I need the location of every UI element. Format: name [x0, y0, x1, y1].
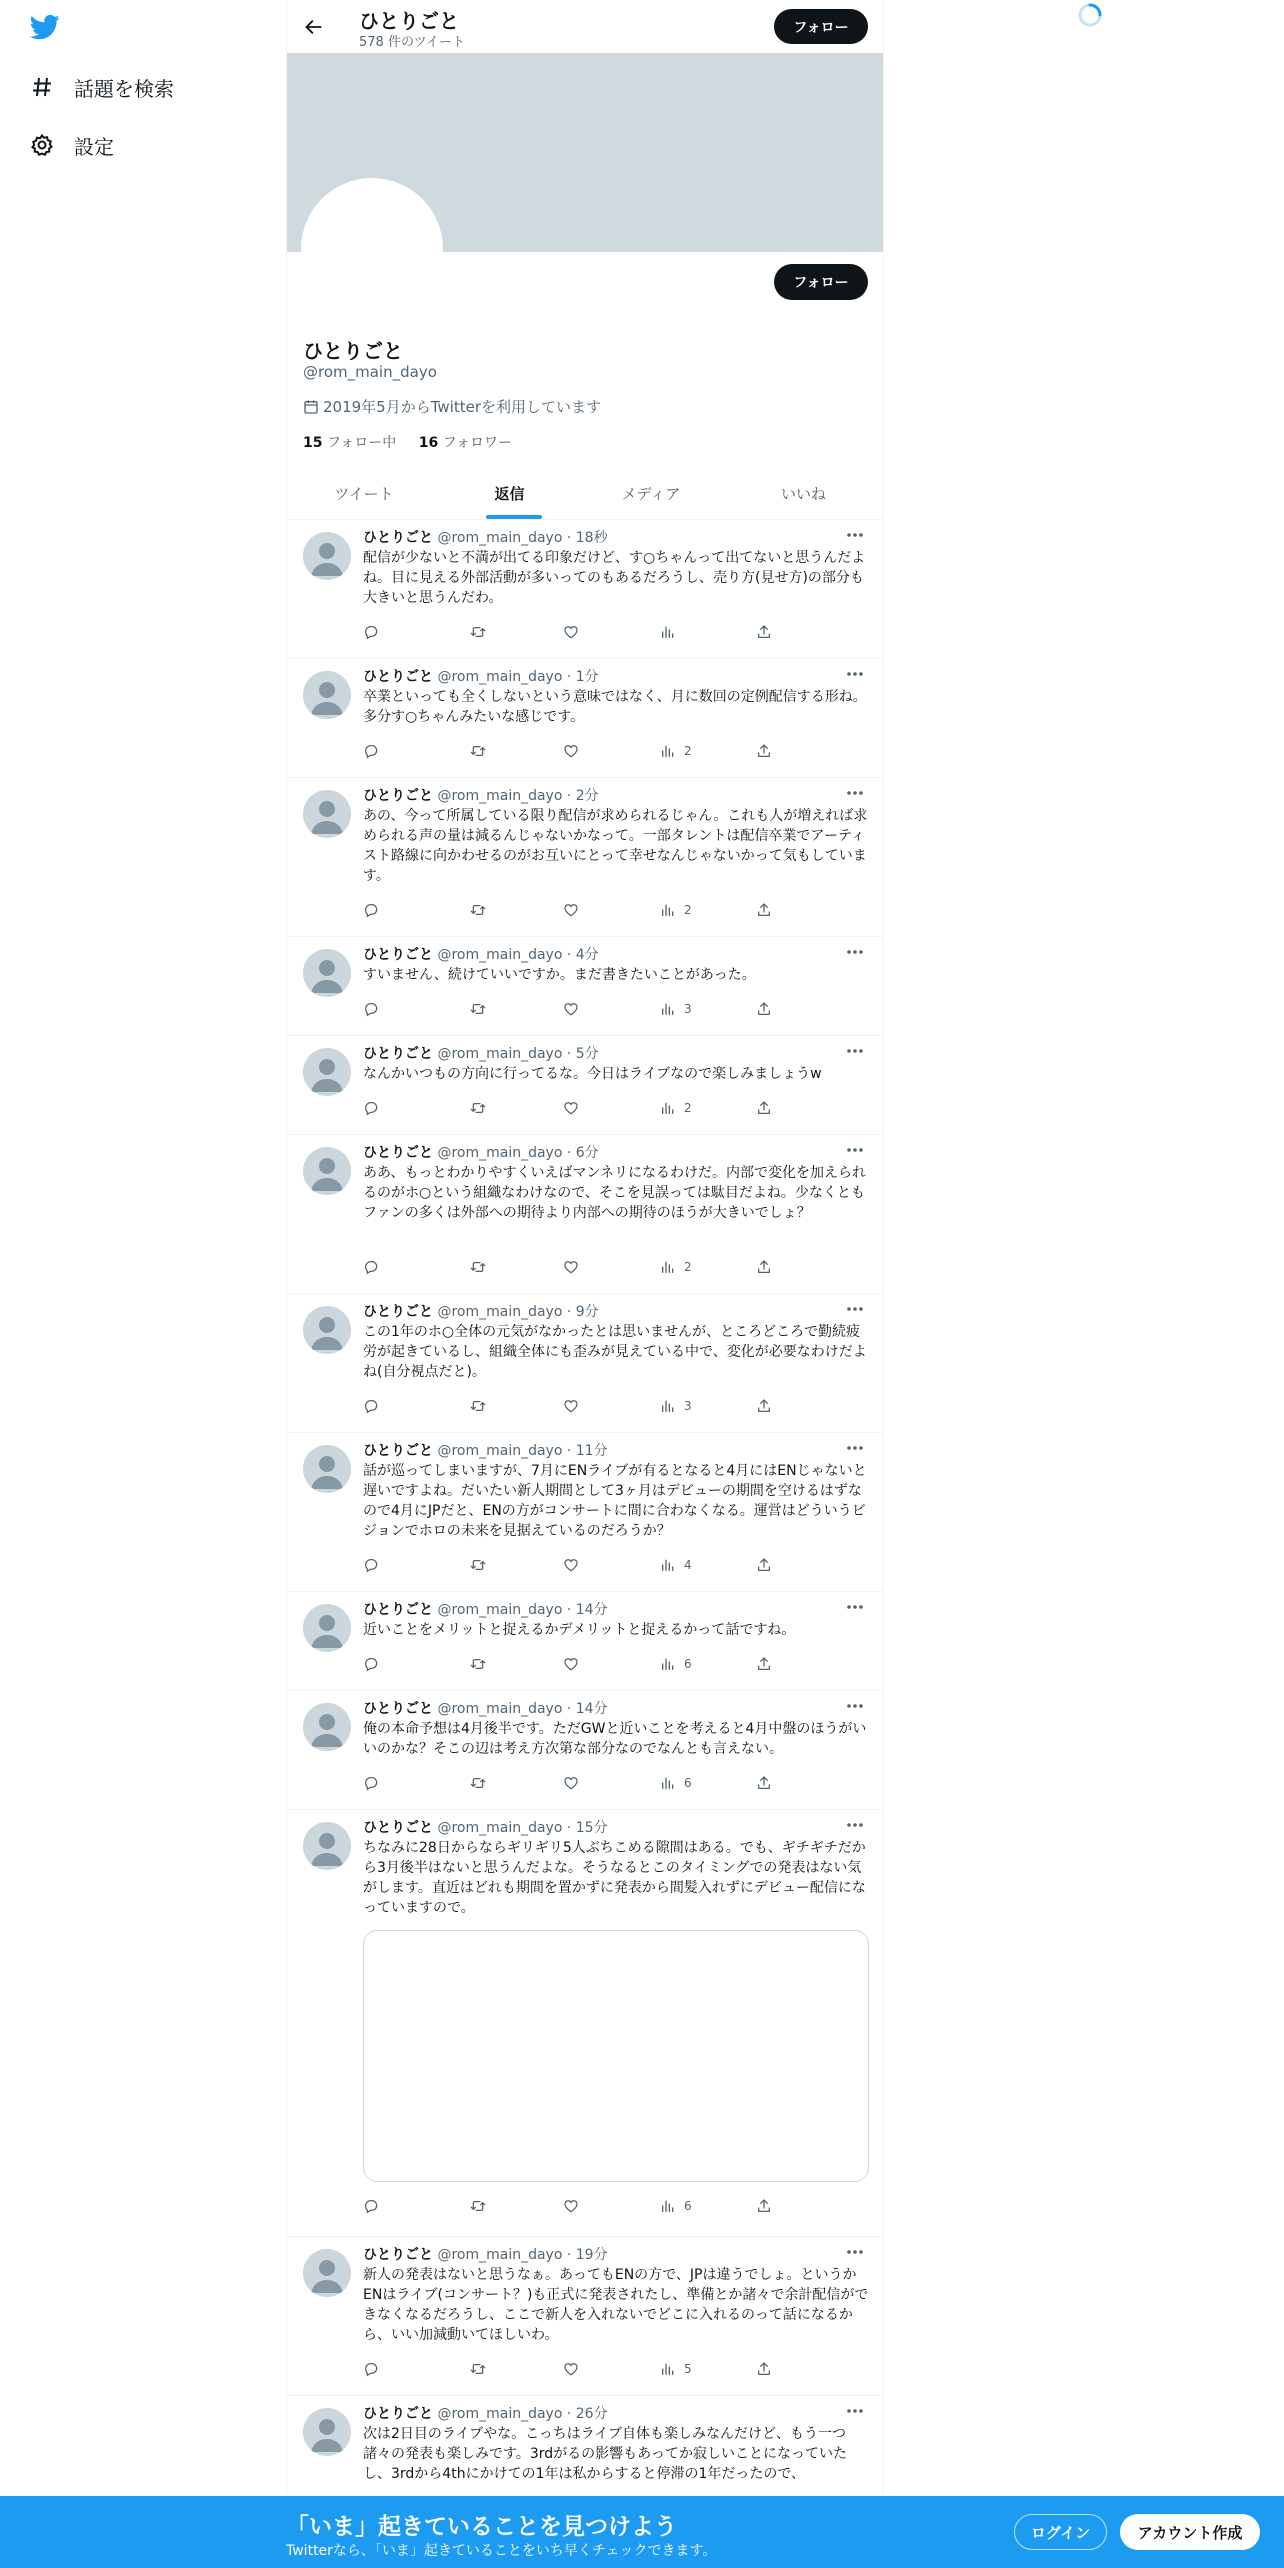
profile-follow-button[interactable]: フォロー — [774, 264, 868, 300]
share-icon[interactable] — [756, 1555, 772, 1575]
signup-banner-title: 「いま」起きていることを見つけよう — [286, 2514, 677, 2540]
header-tweet-count: 578 件のツイート — [359, 35, 466, 50]
tweet-timestamp[interactable]: · 18秒 — [566, 530, 608, 546]
calendar-icon — [303, 399, 319, 415]
tweet-actions — [363, 1098, 803, 1118]
tweet-text: 卒業といっても全くしないという意味ではなく、月に数回の定例配信する形ね。多分す○ちゃんみたいな感じです。 — [363, 689, 867, 725]
twitter-logo-icon[interactable] — [28, 12, 62, 44]
reply-icon[interactable] — [363, 2359, 379, 2379]
views-icon[interactable] — [660, 900, 692, 920]
tweet-item[interactable] — [287, 1810, 883, 2237]
reply-icon[interactable] — [363, 999, 379, 1019]
more-options-icon[interactable] — [843, 1439, 867, 1457]
more-options-icon[interactable] — [843, 784, 867, 802]
tweet-actions — [363, 900, 803, 920]
share-icon[interactable] — [756, 2196, 772, 2216]
reply-icon[interactable] — [363, 1654, 379, 1674]
views-icon[interactable] — [660, 2359, 692, 2379]
like-icon[interactable] — [563, 622, 579, 642]
tweet-header — [363, 1599, 608, 1619]
profile-joined-text: 2019年5月からTwitterを利用しています — [323, 398, 601, 416]
share-icon[interactable] — [756, 1654, 772, 1674]
more-options-icon[interactable] — [843, 526, 867, 544]
tweet-timestamp[interactable]: · 26分 — [566, 2406, 608, 2422]
tweet-item[interactable] — [287, 1433, 883, 1592]
tweet-author-name[interactable]: ひとりごと — [363, 1304, 433, 1320]
tweet-item[interactable] — [287, 1691, 883, 1810]
more-options-icon[interactable] — [843, 1141, 867, 1159]
tweet-header — [363, 1817, 608, 1837]
retweet-icon[interactable] — [469, 2196, 487, 2216]
following-link[interactable]: 15 フォロー中 — [303, 435, 397, 451]
tweet-actions — [363, 1555, 803, 1575]
loading-spinner-icon — [1077, 2, 1103, 28]
tab-replies[interactable]: 返信 — [494, 485, 525, 503]
tweet-timestamp[interactable]: · 6分 — [566, 1145, 599, 1161]
tweet-item[interactable] — [287, 937, 883, 1036]
profile-avatar[interactable] — [301, 178, 443, 320]
like-icon[interactable] — [563, 2359, 579, 2379]
tweet-author-handle[interactable]: @rom_main_dayo — [437, 1602, 563, 1618]
share-icon[interactable] — [756, 1098, 772, 1118]
tweet-header — [363, 527, 608, 547]
tweet-header — [363, 2403, 608, 2423]
tweet-author-handle[interactable]: @rom_main_dayo — [437, 2247, 563, 2263]
tweet-text: あの、今って所属している限り配信が求められるじゃん。これも人が増えれば求められる声の量は減るんじゃないかなって。一部タレントは配信卒業でアーティスト路線に向かわせるのがお互いにとって幸せなんじゃないかって気もしています。 — [363, 808, 868, 884]
tweet-author-handle[interactable]: @rom_main_dayo — [437, 669, 563, 685]
tweet-text: 次は2日目のライブやな。こっちはライブ自体も楽しみなんだけど、もう一つ諸々の発表も楽しみです。3rdがるの影響もあってか寂しいことになっていたし、3rdから4thにかけての1年は私からすると停滞の1年だったので、 — [363, 2426, 848, 2482]
signup-banner — [0, 2496, 1284, 2568]
tweet-author-name[interactable]: ひとりごと — [363, 2406, 433, 2422]
tweet-author-handle[interactable]: @rom_main_dayo — [437, 530, 563, 546]
tweet-actions — [363, 622, 803, 642]
retweet-icon[interactable] — [469, 999, 487, 1019]
tweet-text: ああ、もっとわかりやすくいえばマンネリになるわけだ。内部で変化を加えられるのがホ○という組織なわけなので、そこを見誤っては駄目だよね。少なくともファンの多くは外部への期待より内部への期待のほうが大きいでしょ？ — [363, 1165, 867, 1221]
hashtag-icon — [28, 73, 56, 101]
tweet-text: なんかいつもの方向に行ってるな。今日はライブなので楽しみましょうw — [363, 1066, 822, 1082]
signup-banner-subtitle: Twitterなら、「いま」起きていることをいち早くチェックできます。 — [286, 2543, 717, 2559]
views-count: 2 — [684, 1260, 692, 1274]
reply-icon[interactable] — [363, 1098, 379, 1118]
tweet-author-name[interactable]: ひとりごと — [363, 1701, 433, 1717]
reply-icon[interactable] — [363, 1257, 379, 1277]
retweet-icon[interactable] — [469, 741, 487, 761]
reply-icon[interactable] — [363, 1773, 379, 1793]
login-button[interactable]: ログイン — [1014, 2514, 1107, 2550]
tweet-item[interactable] — [287, 1592, 883, 1691]
arrow-left-icon — [304, 17, 324, 37]
profile-header-bar — [287, 0, 883, 53]
views-count: 3 — [684, 1002, 692, 1016]
views-icon[interactable] — [660, 1396, 692, 1416]
tweet-author-name[interactable]: ひとりごと — [363, 1145, 433, 1161]
views-icon[interactable] — [660, 741, 692, 761]
profile-handle: @rom_main_dayo — [303, 363, 437, 381]
views-icon[interactable] — [660, 1098, 692, 1118]
views-count: 3 — [684, 1399, 692, 1413]
tweet-actions — [363, 2359, 803, 2379]
tweet-author-name[interactable]: ひとりごと — [363, 1602, 433, 1618]
views-count: 2 — [684, 744, 692, 758]
share-icon[interactable] — [756, 741, 772, 761]
tweet-text: 新人の発表はないと思うなぁ。あってもENの方で、JPは違うでしょ。というかENはライブ(コンサート？)も正式に発表されたし、準備とか諸々で余計配信ができなくなるだろうし、ここで新人を入れないでどこに入れるのって話になるから、いい加減動いてほしいわ。 — [363, 2267, 869, 2343]
avatar[interactable] — [303, 1147, 351, 1195]
views-count: 5 — [684, 2362, 692, 2376]
tweet-author-handle[interactable]: @rom_main_dayo — [437, 1820, 563, 1836]
tweet-header — [363, 1698, 608, 1718]
tweet-text: この1年のホ○全体の元気がなかったとは思いませんが、ところどころで勤続疲労が起きているし、組織全体にも歪みが見えている中で、変化が必要なわけだよね(自分視点だと)。 — [363, 1324, 867, 1380]
avatar[interactable] — [303, 1306, 351, 1354]
tweet-timestamp[interactable]: · 14分 — [566, 1701, 608, 1717]
tweet-author-handle[interactable]: @rom_main_dayo — [437, 2406, 563, 2422]
share-icon[interactable] — [756, 622, 772, 642]
more-options-icon[interactable] — [843, 943, 867, 961]
tweet-item[interactable] — [287, 1294, 883, 1433]
tweet-text: 話が巡ってしまいますが、7月にENライブが有るとなると4月にはENじゃないと遅いですよね。だいたい新人期間として3ヶ月はデビューの期間を空けるはずなので4月にJPだと、ENの方がコンサートに間に合わなくなる。運営はどういうビジョンでホロの未来を見据えているのだろうか？ — [363, 1463, 867, 1539]
profile-stats — [303, 432, 512, 452]
tweet-item[interactable] — [287, 1036, 883, 1135]
retweet-icon[interactable] — [469, 1654, 487, 1674]
tweet-header — [363, 1142, 599, 1162]
retweet-icon[interactable] — [469, 1773, 487, 1793]
reply-icon[interactable] — [363, 1555, 379, 1575]
nav-settings-label: 設定 — [74, 134, 114, 159]
views-icon[interactable] — [660, 1654, 692, 1674]
tweet-actions — [363, 1396, 803, 1416]
tweet-timestamp[interactable]: · 1分 — [566, 669, 599, 685]
like-icon[interactable] — [563, 1773, 579, 1793]
retweet-icon[interactable] — [469, 1098, 487, 1118]
views-count: 6 — [684, 1657, 692, 1671]
tweet-actions — [363, 1773, 803, 1793]
tweet-media-card[interactable] — [363, 1930, 869, 2182]
header-follow-button[interactable]: フォロー — [774, 9, 868, 44]
like-icon[interactable] — [563, 1396, 579, 1416]
nav-settings[interactable] — [28, 121, 114, 169]
more-options-icon[interactable] — [843, 2243, 867, 2261]
tweet-author-name[interactable]: ひとりごと — [363, 669, 433, 685]
tweet-author-handle[interactable]: @rom_main_dayo — [437, 1443, 563, 1459]
gear-icon — [28, 131, 56, 159]
retweet-icon[interactable] — [469, 1396, 487, 1416]
retweet-icon[interactable] — [469, 1555, 487, 1575]
header-profile-name: ひとりごと — [359, 9, 459, 33]
tweet-author-handle[interactable]: @rom_main_dayo — [437, 1701, 563, 1717]
share-icon[interactable] — [756, 1257, 772, 1277]
tweet-text: ちなみに28日からならギリギリ5人ぶちこめる隙間はある。でも、ギチギチだから3月後半はないと思うんだよな。そうなるとこのタイミングでの発表はない気がします。直近はどれも期間を置かずに発表から間髪入れずにデビュー配信になっていますので。 — [363, 1840, 866, 1916]
signup-button[interactable]: アカウント作成 — [1120, 2514, 1260, 2550]
tweet-header — [363, 785, 599, 805]
tweet-actions — [363, 1257, 803, 1277]
avatar[interactable] — [303, 1703, 351, 1751]
reply-icon[interactable] — [363, 741, 379, 761]
more-options-icon[interactable] — [843, 665, 867, 683]
more-options-icon[interactable] — [843, 1300, 867, 1318]
views-icon[interactable] — [660, 622, 684, 642]
tweet-text: 俺の本命予想は4月後半です。ただGWと近いことを考えると4月中盤のほうがいいのかな？そこの辺は考え方次第な部分なのでなんとも言えない。 — [363, 1721, 867, 1757]
back-button[interactable] — [297, 10, 331, 44]
nav-explore-label: 話題を検索 — [74, 76, 174, 101]
tweet-timestamp[interactable]: · 11分 — [566, 1443, 608, 1459]
avatar[interactable] — [303, 790, 351, 838]
tweet-text: すいません、続けていいですか。まだ書きたいことがあった。 — [363, 967, 756, 983]
views-count: 2 — [684, 903, 692, 917]
like-icon[interactable] — [563, 900, 579, 920]
tweet-author-handle[interactable]: @rom_main_dayo — [437, 1304, 563, 1320]
tweet-timestamp[interactable]: · 15分 — [566, 1820, 608, 1836]
views-count: 6 — [684, 2199, 692, 2213]
avatar[interactable] — [303, 1445, 351, 1493]
avatar[interactable] — [303, 1604, 351, 1652]
more-options-icon[interactable] — [843, 1042, 867, 1060]
tweet-header — [363, 2244, 608, 2264]
reply-icon[interactable] — [363, 900, 379, 920]
like-icon[interactable] — [563, 741, 579, 761]
tweet-author-name[interactable]: ひとりごと — [363, 788, 433, 804]
profile-name: ひとりごと — [303, 339, 403, 363]
tweet-text: 近いことをメリットと捉えるかデメリットと捉えるかって話ですね。 — [363, 1622, 796, 1638]
tweet-author-name[interactable]: ひとりごと — [363, 1820, 433, 1836]
tweet-author-handle[interactable]: @rom_main_dayo — [437, 1145, 563, 1161]
tweet-actions — [363, 1654, 803, 1674]
followers-link[interactable]: 16 フォロワー — [418, 435, 512, 451]
tweet-text: 配信が少ないと不満が出てる印象だけど、す○ちゃんって出てないと思うんだよね。目に見える外部活動が多いってのもあるだろうし、売り方(見せ方)の部分も大きいと思うんだわ。 — [363, 550, 866, 606]
views-count: 2 — [684, 1101, 692, 1115]
more-options-icon[interactable] — [843, 1697, 867, 1715]
share-icon[interactable] — [756, 999, 772, 1019]
profile-tabs — [287, 467, 883, 520]
retweet-icon[interactable] — [469, 900, 487, 920]
tweet-header — [363, 1440, 608, 1460]
tweet-timestamp[interactable]: · 19分 — [566, 2247, 608, 2263]
tweet-timestamp[interactable]: · 2分 — [566, 788, 599, 804]
tweet-actions — [363, 2196, 803, 2216]
profile-joined — [303, 396, 601, 417]
tweet-author-name[interactable]: ひとりごと — [363, 2247, 433, 2263]
avatar[interactable] — [303, 532, 351, 580]
more-options-icon[interactable] — [843, 2402, 867, 2420]
avatar[interactable] — [303, 949, 351, 997]
nav-explore[interactable] — [28, 63, 174, 111]
tweet-header — [363, 666, 599, 686]
share-icon[interactable] — [756, 1773, 772, 1793]
views-icon[interactable] — [660, 999, 692, 1019]
tweet-timestamp[interactable]: · 5分 — [566, 1046, 599, 1062]
tab-media[interactable]: メディア — [621, 485, 681, 503]
left-navigation — [0, 0, 286, 2568]
tweet-item[interactable] — [287, 520, 883, 659]
tweet-actions — [363, 999, 803, 1019]
like-icon[interactable] — [563, 1098, 579, 1118]
tweet-item[interactable] — [287, 778, 883, 937]
tweet-actions — [363, 741, 803, 761]
avatar[interactable] — [303, 1822, 351, 1870]
share-icon[interactable] — [756, 900, 772, 920]
tweet-item[interactable] — [287, 1135, 883, 1294]
views-icon[interactable] — [660, 2196, 692, 2216]
like-icon[interactable] — [563, 1654, 579, 1674]
tweet-author-handle[interactable]: @rom_main_dayo — [437, 788, 563, 804]
avatar[interactable] — [303, 1048, 351, 1096]
tweet-author-handle[interactable]: @rom_main_dayo — [437, 947, 563, 963]
tab-likes[interactable]: いいね — [780, 485, 826, 503]
tweet-timestamp[interactable]: · 4分 — [566, 947, 599, 963]
more-options-icon[interactable] — [843, 1598, 867, 1616]
share-icon[interactable] — [756, 2359, 772, 2379]
tweet-author-name[interactable]: ひとりごと — [363, 1046, 433, 1062]
like-icon[interactable] — [563, 1555, 579, 1575]
reply-icon[interactable] — [363, 2196, 379, 2216]
avatar[interactable] — [303, 671, 351, 719]
like-icon[interactable] — [563, 2196, 579, 2216]
tweet-author-handle[interactable]: @rom_main_dayo — [437, 1046, 563, 1062]
avatar[interactable] — [303, 2408, 351, 2456]
views-icon[interactable] — [660, 1555, 692, 1575]
reply-icon[interactable] — [363, 622, 379, 642]
tweet-timestamp[interactable]: · 9分 — [566, 1304, 599, 1320]
like-icon[interactable] — [563, 1257, 579, 1277]
tweet-header — [363, 944, 599, 964]
retweet-icon[interactable] — [469, 622, 487, 642]
active-tab-indicator — [486, 515, 542, 519]
retweet-icon[interactable] — [469, 1257, 487, 1277]
reply-icon[interactable] — [363, 1396, 379, 1416]
tweet-header — [363, 1301, 599, 1321]
tweet-author-name[interactable]: ひとりごと — [363, 530, 433, 546]
profile-column — [286, 0, 884, 2568]
tab-tweets[interactable]: ツイート — [334, 485, 394, 503]
views-icon[interactable] — [660, 1773, 692, 1793]
views-count: 4 — [684, 1558, 692, 1572]
tweet-item[interactable] — [287, 659, 883, 778]
views-icon[interactable] — [660, 1257, 692, 1277]
more-options-icon[interactable] — [843, 1816, 867, 1834]
tweet-timestamp[interactable]: · 14分 — [566, 1602, 608, 1618]
avatar[interactable] — [303, 2249, 351, 2297]
like-icon[interactable] — [563, 999, 579, 1019]
tweet-author-name[interactable]: ひとりごと — [363, 1443, 433, 1459]
views-count: 6 — [684, 1776, 692, 1790]
retweet-icon[interactable] — [469, 2359, 487, 2379]
tweet-item[interactable] — [287, 2237, 883, 2396]
share-icon[interactable] — [756, 1396, 772, 1416]
tweet-header — [363, 1043, 599, 1063]
tweet-author-name[interactable]: ひとりごと — [363, 947, 433, 963]
